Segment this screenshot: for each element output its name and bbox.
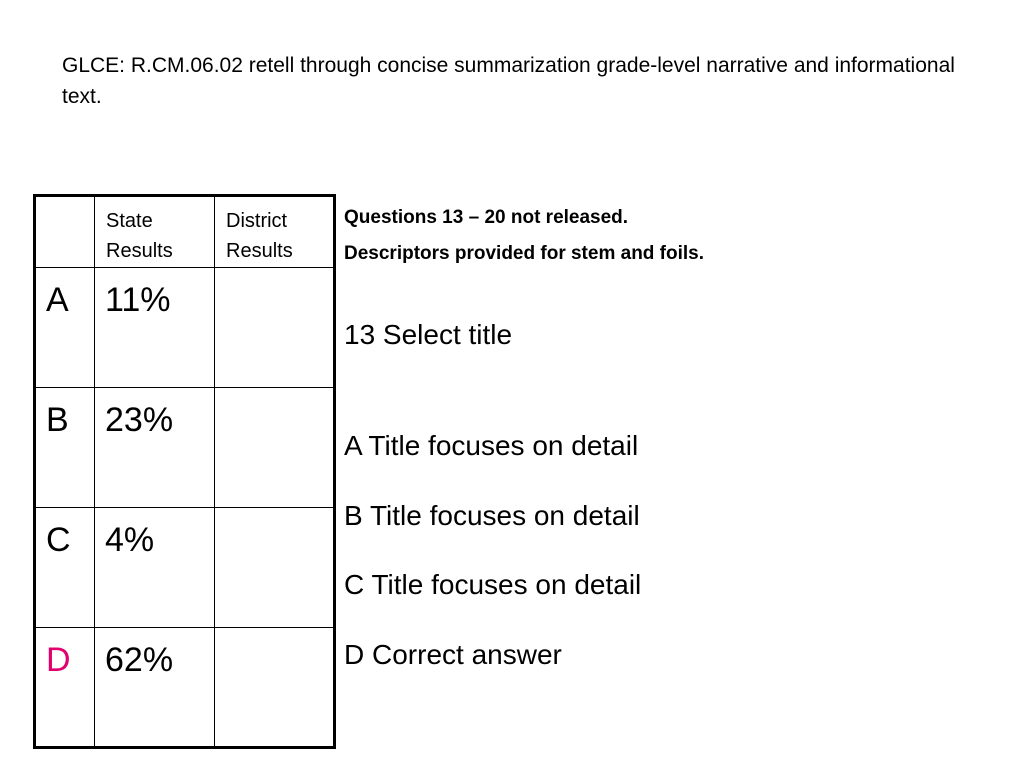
option-b: B Title focuses on detail [344,500,640,531]
table-header-row [35,196,335,268]
question-stem: 13 Select title [344,319,513,350]
answer-letter: C [35,508,95,628]
answer-letter: A [35,268,95,388]
descriptor-note: Descriptors provided for stem and foils. [344,243,705,264]
answer-letter: B [35,388,95,508]
question-info [344,200,1004,670]
header-district-results: District Results [215,196,335,268]
state-result: 23% [95,388,215,508]
table-row [35,388,335,508]
option-d: D Correct answer [344,639,562,670]
table-row [35,268,335,388]
release-note: Questions 13 – 20 not released. [344,207,629,228]
state-result: 62% [95,628,215,748]
table-row [35,508,335,628]
district-result [215,508,335,628]
option-c: C Title focuses on detail [344,569,642,600]
results-table [33,194,336,749]
district-result [215,268,335,388]
district-result [215,628,335,748]
header-answer-cell [35,196,95,268]
district-result [215,388,335,508]
correct-answer-letter: D [35,628,95,748]
header-state-results: State Results [95,196,215,268]
option-a: A Title focuses on detail [344,430,639,461]
table-row [35,628,335,748]
state-result: 4% [95,508,215,628]
standard-heading: GLCE: R.CM.06.02 retell through concise summarization grade-level narrative and informational text. [62,54,955,108]
state-result: 11% [95,268,215,388]
